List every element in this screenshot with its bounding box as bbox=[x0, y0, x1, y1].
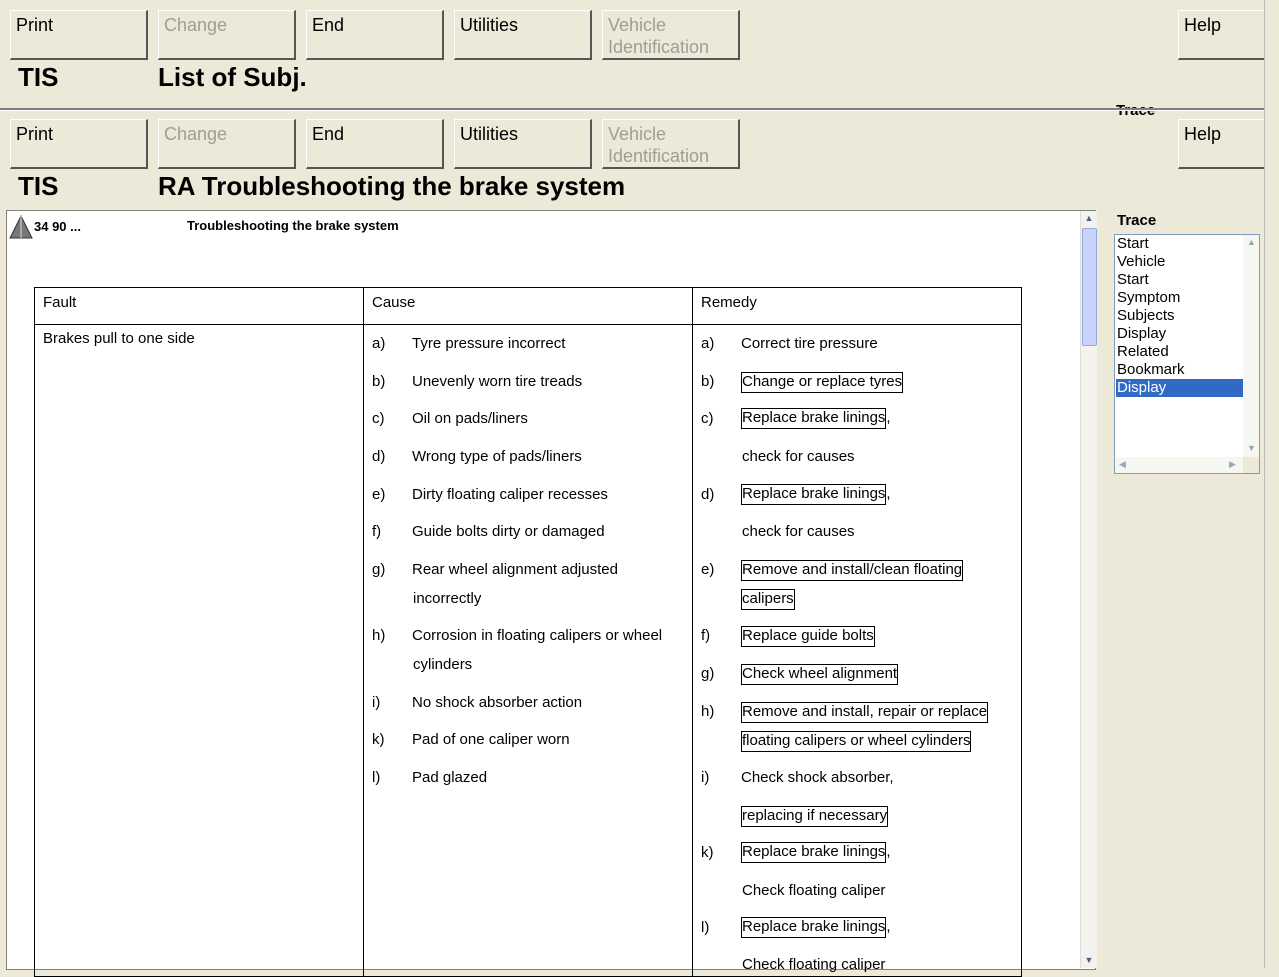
utilities-label: Utilities bbox=[460, 15, 519, 35]
cause-text: Pad glazed bbox=[412, 769, 488, 786]
trace-item[interactable]: Related bbox=[1117, 343, 1169, 360]
scroll-right-icon[interactable]: ▶ bbox=[1229, 459, 1236, 469]
remedy-label: g) bbox=[701, 665, 715, 682]
remedy-text: Correct tire pressure bbox=[741, 335, 878, 352]
remedy-text-continued: Check floating caliper bbox=[742, 956, 886, 973]
remedy-text-continued: Check floating caliper bbox=[742, 882, 886, 899]
trace-horizontal-scrollbar[interactable] bbox=[1115, 457, 1243, 473]
remedy-label: l) bbox=[701, 919, 710, 936]
header-divider bbox=[35, 324, 1021, 325]
utilities-label: Utilities bbox=[460, 124, 519, 144]
utilities-button[interactable] bbox=[454, 119, 592, 169]
cause-text: Rear wheel alignment adjusted bbox=[412, 561, 618, 578]
cause-text: Corrosion in floating calipers or wheel bbox=[412, 627, 663, 644]
remedy-link[interactable]: Remove and install/clean floating bbox=[741, 560, 963, 581]
trace-item[interactable]: Bookmark bbox=[1117, 361, 1185, 378]
remedy-link[interactable]: Replace brake linings bbox=[741, 917, 886, 938]
help-button[interactable] bbox=[1178, 119, 1268, 169]
trace-item[interactable]: Start bbox=[1117, 235, 1149, 252]
document-triangle-icon bbox=[9, 215, 33, 239]
remedy-text-continued: check for causes bbox=[742, 448, 855, 465]
cause-label: d) bbox=[372, 448, 386, 465]
remedy-link[interactable]: Remove and install, repair or replace bbox=[741, 702, 988, 723]
remedy-text: Check shock absorber, bbox=[741, 769, 894, 786]
document-number: 34 90 ... bbox=[34, 219, 81, 234]
document-vertical-scrollbar[interactable] bbox=[1080, 211, 1097, 968]
scroll-left-icon[interactable]: ◀ bbox=[1119, 459, 1126, 469]
header-remedy: Remedy bbox=[701, 294, 757, 311]
cause-label: a) bbox=[372, 335, 386, 352]
trace-item[interactable]: Start bbox=[1117, 271, 1149, 288]
trace-item[interactable]: Symptom bbox=[1117, 289, 1181, 306]
remedy-link-continued[interactable]: replacing if necessary bbox=[741, 806, 888, 827]
trace-item-selected[interactable]: Display bbox=[1116, 379, 1243, 397]
header-cause: Cause bbox=[372, 294, 416, 311]
cause-label: i) bbox=[372, 694, 381, 711]
help-button-top[interactable] bbox=[1178, 10, 1268, 60]
tis-heading: TIS bbox=[18, 171, 59, 201]
end-button[interactable] bbox=[306, 119, 444, 169]
cause-text: No shock absorber action bbox=[412, 694, 583, 711]
remedy-link[interactable]: Change or replace tyres bbox=[741, 372, 903, 393]
remedy-label: c) bbox=[701, 410, 714, 427]
remedy-label: d) bbox=[701, 486, 715, 503]
remedy-suffix: , bbox=[886, 843, 891, 860]
scroll-up-icon[interactable]: ▲ bbox=[1084, 213, 1094, 223]
cause-text-continued: cylinders bbox=[413, 656, 473, 673]
help-label: Help bbox=[1184, 124, 1222, 144]
change-label: Change bbox=[164, 124, 228, 144]
column-divider bbox=[363, 288, 364, 976]
trace-list[interactable] bbox=[1114, 234, 1260, 474]
cause-text: Tyre pressure incorrect bbox=[412, 335, 566, 352]
remedy-link[interactable]: Replace brake linings bbox=[741, 484, 886, 505]
scroll-thumb[interactable] bbox=[1082, 228, 1097, 346]
window-divider bbox=[0, 108, 1264, 111]
remedy-link-continued[interactable]: floating calipers or wheel cylinders bbox=[741, 731, 971, 752]
remedy-link[interactable]: Replace brake linings bbox=[741, 842, 886, 863]
remedy-link[interactable]: Check wheel alignment bbox=[741, 664, 898, 685]
troubleshooting-table bbox=[34, 287, 1022, 977]
remedy-suffix: , bbox=[886, 409, 891, 426]
vehicle-label-line2: Identification bbox=[608, 146, 710, 166]
trace-item[interactable]: Vehicle bbox=[1117, 253, 1166, 270]
cause-label: e) bbox=[372, 486, 386, 503]
cause-label: g) bbox=[372, 561, 386, 578]
end-button-top[interactable] bbox=[306, 10, 444, 60]
tis-heading-top: TIS bbox=[18, 62, 59, 92]
scroll-down-icon[interactable]: ▼ bbox=[1084, 955, 1094, 965]
scroll-down-icon[interactable]: ▼ bbox=[1247, 443, 1256, 453]
trace-label: Trace bbox=[1117, 212, 1157, 229]
window-edge-scrollbar[interactable] bbox=[1264, 0, 1279, 968]
cause-text: Oil on pads/liners bbox=[412, 410, 528, 427]
cause-label: c) bbox=[372, 410, 385, 427]
cause-text: Dirty floating caliper recesses bbox=[412, 486, 608, 503]
trace-item[interactable]: Display bbox=[1117, 325, 1167, 342]
cause-text: Unevenly worn tire treads bbox=[412, 373, 583, 390]
cause-label: l) bbox=[372, 769, 381, 786]
vehicle-identification-button[interactable] bbox=[602, 119, 740, 169]
remedy-label: a) bbox=[701, 335, 715, 352]
print-button-top[interactable] bbox=[10, 10, 148, 60]
remedy-label: i) bbox=[701, 769, 710, 786]
remedy-suffix: , bbox=[886, 918, 891, 935]
end-label: End bbox=[312, 15, 345, 35]
end-label: End bbox=[312, 124, 345, 144]
column-divider bbox=[692, 288, 693, 976]
remedy-label: h) bbox=[701, 703, 715, 720]
cause-label: b) bbox=[372, 373, 386, 390]
cause-text: Pad of one caliper worn bbox=[412, 731, 570, 748]
scrollbar-corner bbox=[1243, 457, 1259, 473]
cause-label: f) bbox=[372, 523, 382, 540]
document-title: Troubleshooting the brake system bbox=[187, 218, 399, 233]
remedy-link[interactable]: Replace guide bolts bbox=[741, 626, 875, 647]
remedy-label: e) bbox=[701, 561, 715, 578]
cause-label: h) bbox=[372, 627, 386, 644]
list-of-subjects-heading: List of Subj. bbox=[158, 62, 307, 92]
vehicle-label-line1: Vehicle bbox=[608, 15, 667, 35]
remedy-link[interactable]: Replace brake linings bbox=[741, 408, 886, 429]
vehicle-identification-button-top[interactable] bbox=[602, 10, 740, 60]
print-label: Print bbox=[16, 124, 54, 144]
vehicle-label-line1: Vehicle bbox=[608, 124, 667, 144]
utilities-button-top[interactable] bbox=[454, 10, 592, 60]
remedy-text-continued: check for causes bbox=[742, 523, 855, 540]
remedy-label: k) bbox=[701, 844, 714, 861]
cause-text: Wrong type of pads/liners bbox=[412, 448, 582, 465]
vehicle-label-line2: Identification bbox=[608, 37, 710, 57]
change-button[interactable] bbox=[158, 119, 296, 169]
document-heading: RA Troubleshooting the brake system bbox=[158, 171, 626, 201]
change-label: Change bbox=[164, 15, 228, 35]
trace-item[interactable]: Subjects bbox=[1117, 307, 1175, 324]
change-button-top[interactable] bbox=[158, 10, 296, 60]
remedy-label: b) bbox=[701, 373, 715, 390]
print-label: Print bbox=[16, 15, 54, 35]
cause-text-continued: incorrectly bbox=[413, 590, 482, 607]
remedy-link-continued[interactable]: calipers bbox=[741, 589, 795, 610]
cause-label: k) bbox=[372, 731, 385, 748]
remedy-suffix: , bbox=[886, 485, 891, 502]
print-button[interactable] bbox=[10, 119, 148, 169]
scroll-up-icon[interactable]: ▲ bbox=[1247, 237, 1256, 247]
trace-vertical-scrollbar[interactable] bbox=[1243, 235, 1259, 457]
fault-text: Brakes pull to one side bbox=[43, 330, 195, 347]
header-fault: Fault bbox=[43, 294, 77, 311]
cause-text: Guide bolts dirty or damaged bbox=[412, 523, 605, 540]
remedy-label: f) bbox=[701, 627, 711, 644]
help-label: Help bbox=[1184, 15, 1222, 35]
